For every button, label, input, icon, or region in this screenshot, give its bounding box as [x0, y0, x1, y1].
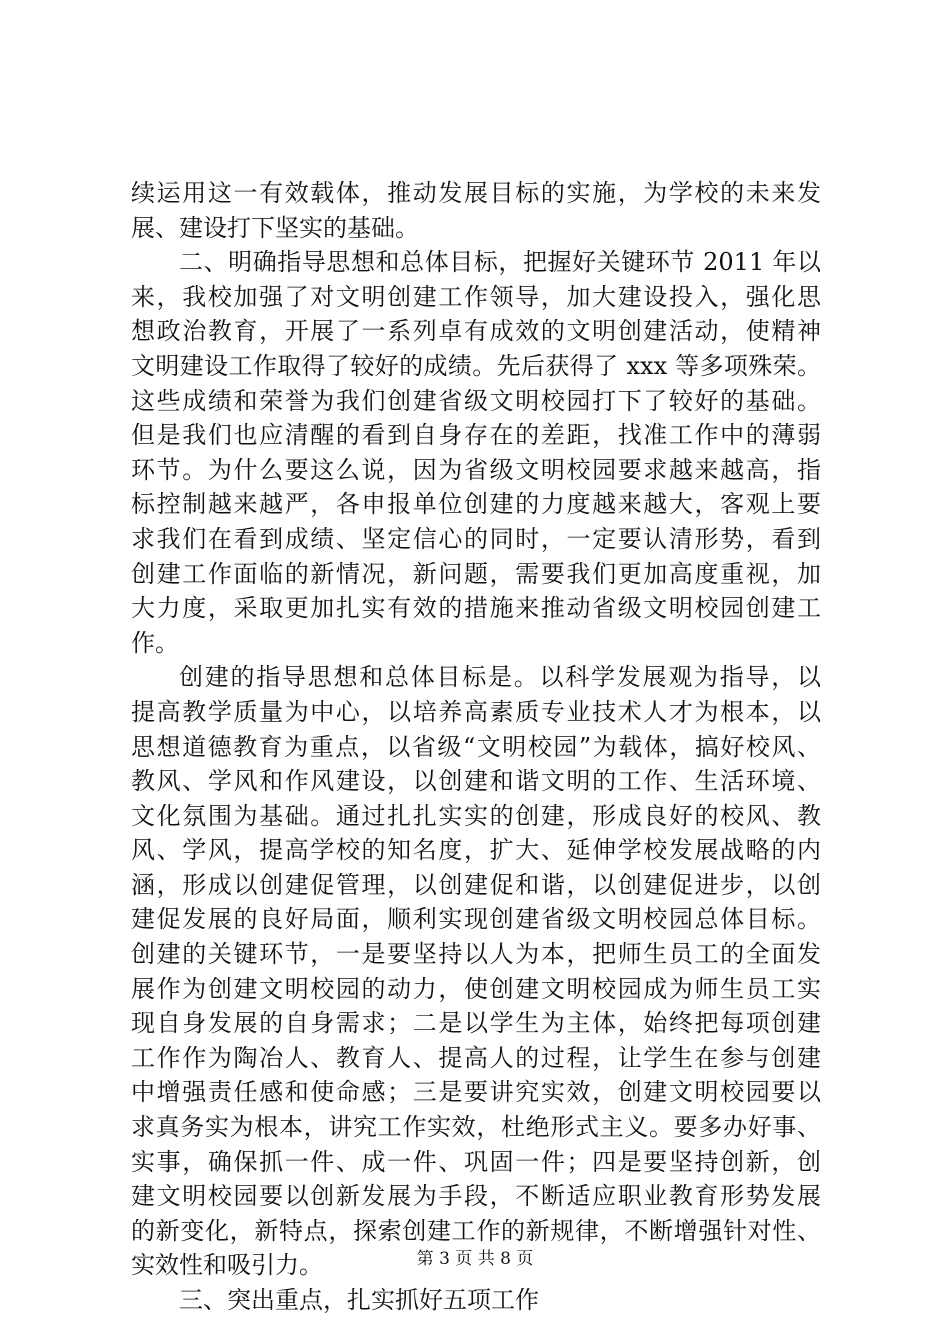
text-line: 工作作为陶冶人、教育人、提高人的过程，让学生在参与创建: [131, 1043, 821, 1072]
text-line: 来，我校加强了对文明创建工作领导，加大建设投入，强化思: [131, 282, 821, 311]
text-line: 创建的关键环节，一是要坚持以人为本，把师生员工的全面发: [131, 940, 821, 969]
text-line: 建促发展的良好局面，顺利实现创建省级文明校园总体目标。: [131, 905, 821, 934]
text-line: 教风、学风和作风建设，以创建和谐文明的工作、生活环境、: [131, 767, 821, 796]
text-line: 实效性和吸引力。: [131, 1251, 323, 1280]
text-line: 文明建设工作取得了较好的成绩。先后获得了 xxx 等多项殊荣。: [131, 351, 821, 380]
text-line: 文化氛围为基础。通过扎扎实实的创建，形成良好的校风、教: [131, 801, 821, 830]
text-line: 中增强责任感和使命感；三是要讲究实效，创建文明校园要以: [131, 1078, 821, 1107]
text-line: 但是我们也应清醒的看到自身存在的差距，找准工作中的薄弱: [131, 421, 821, 450]
text-line: 求真务实为根本，讲究工作实效，杜绝形式主义。要多办好事、: [131, 1113, 821, 1142]
text-line: 风、学风，提高学校的知名度，扩大、延伸学校发展战略的内: [131, 836, 821, 865]
section-heading-line: 二、明确指导思想和总体目标，把握好关键环节 2011 年以: [179, 248, 821, 277]
text-line: 作。: [131, 628, 179, 657]
text-line: 的新变化，新特点，探索创建工作的新规律，不断增强针对性、: [131, 1216, 821, 1245]
text-line: 创建工作面临的新情况，新问题，需要我们更加高度重视，加: [131, 559, 821, 588]
text-line: 涵，形成以创建促管理，以创建促和谐，以创建促进步，以创: [131, 870, 821, 899]
text-line: 展、建设打下坚实的基础。: [131, 213, 419, 242]
paragraph-start-line: 创建的指导思想和总体目标是。以科学发展观为指导，以: [179, 663, 821, 692]
text-line: 建文明校园要以创新发展为手段，不断适应职业教育形势发展: [131, 1182, 821, 1211]
text-line: 展作为创建文明校园的动力，使创建文明校园成为师生员工实: [131, 974, 821, 1003]
text-line: 思想道德教育为重点，以省级“文明校园”为载体，搞好校风、: [131, 732, 821, 761]
text-line: 现自身发展的自身需求；二是以学生为主体，始终把每项创建: [131, 1009, 821, 1038]
text-line: 大力度，采取更加扎实有效的措施来推动省级文明校园创建工: [131, 594, 821, 623]
text-line: 标控制越来越严，各申报单位创建的力度越来越大，客观上要: [131, 490, 821, 519]
text-line: 提高教学质量为中心，以培养高素质专业技术人才为根本，以: [131, 697, 821, 726]
text-line: 想政治教育，开展了一系列卓有成效的文明创建活动，使精神: [131, 317, 821, 346]
text-line: 求我们在看到成绩、坚定信心的同时，一定要认清形势，看到: [131, 524, 821, 553]
document-body: [131, 176, 821, 1318]
section-heading-line: 三、突出重点，扎实抓好五项工作: [179, 1286, 539, 1314]
text-line: 这些成绩和荣誉为我们创建省级文明校园打下了较好的基础。: [131, 386, 821, 415]
text-line: 续运用这一有效载体，推动发展目标的实施，为学校的未来发: [131, 179, 821, 207]
text-line: 实事，确保抓一件、成一件、巩固一件；四是要坚持创新，创: [131, 1147, 821, 1176]
text-line: 环节。为什么要这么说，因为省级文明校园要求越来越高，指: [131, 455, 821, 484]
page-number-footer: 第 3 页 共 8 页: [416, 1249, 534, 1269]
